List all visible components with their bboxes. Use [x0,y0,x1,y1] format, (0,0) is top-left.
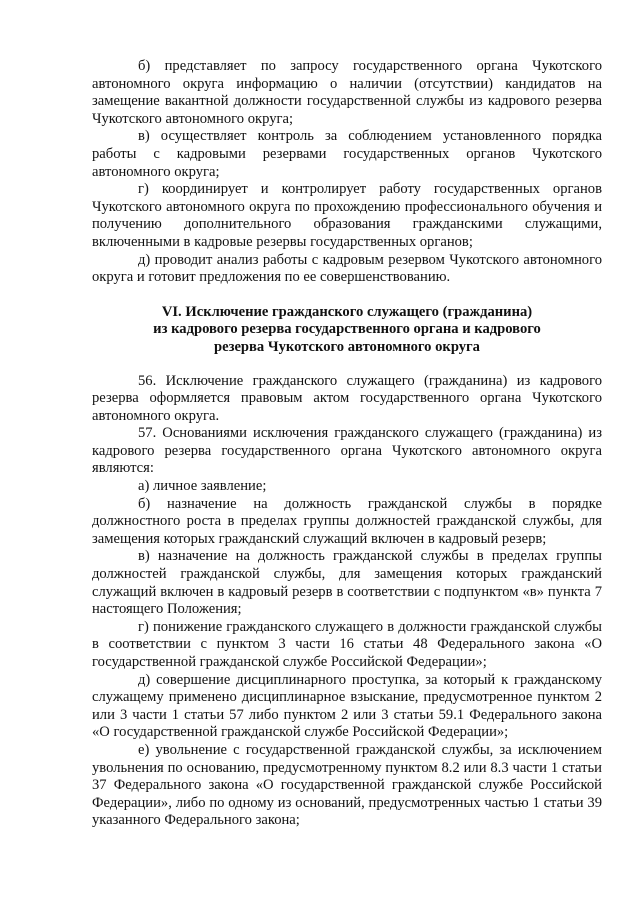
paragraph-item-g: г) координирует и контролирует работу государственных органов Чукотского автономного округа по прохождению профессионального обучения и получению дополнительного образования гражданскими служащими, включенными в кадровые резервы государственных органов; [92,181,602,250]
section-heading [92,304,602,357]
paragraph-57: 57. Основаниями исключения гражданского служащего (гражданина) из кадрового резерва государственного органа Чукотского автономного округа являются: [92,425,602,477]
document-body [92,58,602,830]
section-heading-line-2: из кадрового резерва государственного органа и кадрового [153,321,541,338]
paragraph-item-d: д) проводит анализ работы с кадровым резервом Чукотского автономного округа и готовит предложения по ее совершенствованию. [92,251,602,286]
paragraph-item-b: б) представляет по запросу государственного органа Чукотского автономного округа информацию о наличии (отсутствии) кандидатов на замещение вакантной должности государственной службы из кадрового резерва Чукотского автономного округа; [92,58,602,127]
paragraph-57-item-b: б) назначение на должность гражданской службы в порядке должностного роста в пределах группы должностей гражданской службы, для замещения которых гражданский служащий включен в кадровый резерв; [92,495,602,547]
section-heading-line-1: VI. Исключение гражданского служащего (гражданина) [161,303,533,320]
paragraph-56: 56. Исключение гражданского служащего (гражданина) из кадрового резерва оформляется правовым актом государственного органа Чукотского автономного округа. [92,372,602,424]
paragraph-57-item-a: а) личное заявление; [138,478,267,495]
paragraph-item-v: в) осуществляет контроль за соблюдением установленного порядка работы с кадровыми резервами государственных органов Чукотского автономного округа; [92,128,602,180]
paragraph-57-item-g: г) понижение гражданского служащего в должности гражданской службы в соответствии с пунктом 3 части 16 статьи 48 Федерального закона «О государственной гражданской службе Российской Федерации»; [92,618,602,670]
paragraph-57-item-d: д) совершение дисциплинарного проступка, за который к гражданскому служащему применено дисциплинарное взыскание, предусмотренное пунктом 2 или 3 части 1 статьи 57 либо пунктом 2 или 3 статьи 59.1 Федерального закона «О государственной гражданской службе Российской Федерации»; [92,671,602,741]
paragraph-57-item-v: в) назначение на должность гражданской службы в пределах группы должностей гражданской службы, для замещения которых гражданский служащий включен в кадровый резерв в соответствии с подпунктом «в» пункта 7 настоящего Положения; [92,548,602,618]
section-heading-line-3: резерва Чукотского автономного округа [214,338,480,355]
paragraph-57-item-e: е) увольнение с государственной гражданской службы, за исключением увольнения по основанию, предусмотренному пунктом 8.2 или 8.3 части 1 статьи 37 Федерального закона «О государственной гражданской службе Российской Федерации», либо по одному из оснований, предусмотренных частью 1 статьи 39 указанного Федерального закона; [92,741,602,829]
